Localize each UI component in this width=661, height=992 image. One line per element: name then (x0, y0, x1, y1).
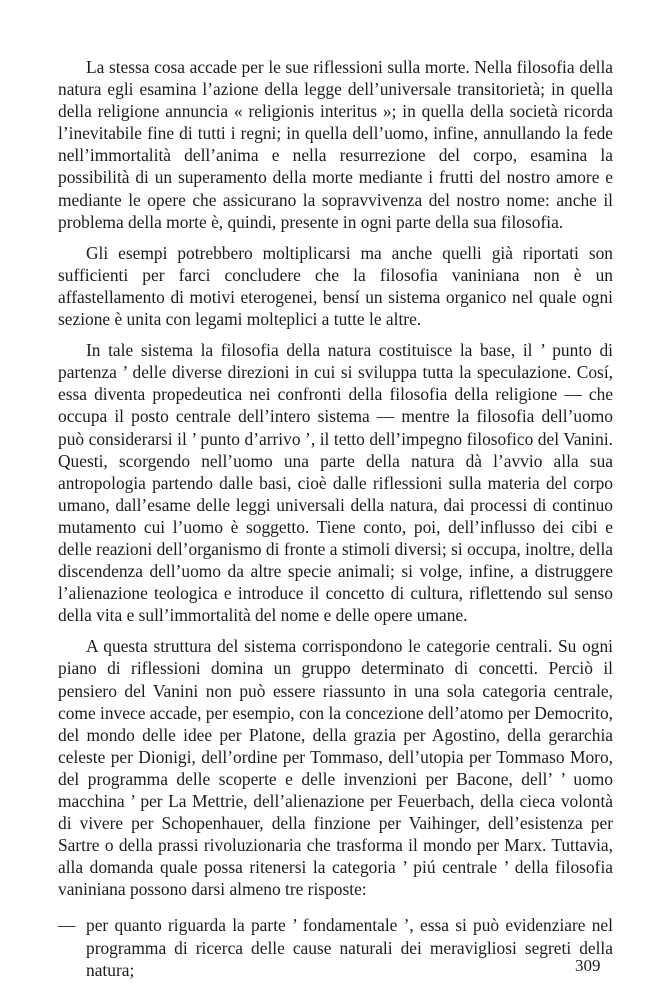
paragraph-sistema: In tale sistema la filosofia della natura costituisce la base, il ’ punto di partenza ’ delle diverse direzioni in cui si sviluppa tutta la speculazione. Cosí, essa diventa propedeutica nei confronti della filosofia della religione — che occupa il posto centrale dell’intero sistema — mentre la filosofia dell’uomo può considerarsi il ’ punto d’arrivo ’, il tetto dell’impegno filosofico del Vanini. Questi, scorgendo nell’uomo una parte della natura dà l’avvio alla sua antropologia partendo dalle basi, cioè dalle riflessioni sulla materia del corpo umano, dall’esame delle leggi universali della natura, dai processi di continuo mutamento cui l’uomo è soggetto. Tiene conto, poi, dell’influsso dei cibi e delle reazioni dell’organismo di fronte a stimoli diversi; si occupa, inoltre, della discendenza dell’uomo da altre specie animali; si volge, infine, a distruggere l’alienazione teologica e introduce il concetto di cultura, riflettendo sul senso della vita e sull’immortalità del nome e delle opere umane. (58, 340, 613, 626)
page-number: 309 (575, 956, 601, 975)
paragraph-categorie: A questa struttura del sistema corrispondono le categorie centrali. Su ogni piano di riflessioni domina un gruppo determinato di concetti. Perciò il pensiero del Vanini non può essere riassunto in una sola categoria centrale, come invece accade, per esempio, con la concezione dell’atomo per Democrito, del mondo delle idee per Platone, della grazia per Agostino, della gerarchia celeste per Dionigi, dell’ordine per Tommaso, dell’utopia per Tommaso Moro, del programma delle scoperte e delle invenzioni per Bacone, dell’ ’ uomo macchina ’ per La Mettrie, dell’alienazione per Feuerbach, della cieca volontà di vivere per Schopenhauer, della finzione per Vaihinger, dell’esistenza per Sartre o della prassi rivoluzionaria che trasforma il mondo per Marx. Tuttavia, alla domanda quale possa ritenersi la categoria ’ piú centrale ’ della filosofia vaniniana possono darsi almeno tre risposte: (58, 636, 613, 900)
body-text (58, 56, 613, 981)
list-dash: — (58, 915, 76, 936)
paragraph-esempi: Gli esempi potrebbero moltiplicarsi ma anche quelli già riportati son sufficienti per farci concludere che la filosofia vaniniana non è un affastellamento di motivi eterogenei, bensí un sistema organico nel quale ogni sezione è unita con legami molteplici a tutte le altre. (58, 242, 613, 330)
paragraph-morte: La stessa cosa accade per le sue riflessioni sulla morte. Nella filosofia della natura egli esamina l’azione della legge dell’universale transitorietà; in quella della religione annuncia « religionis interitus »; in quella della società ricorda l’inevitabile fine di tutti i regni; in quella dell’uomo, infine, annullando la fede nell’immortalità dell’anima e nella resurrezione del corpo, esamina la possibilità di un superamento della morte mediante i frutti del nostro amore e mediante le opere che assicurano la sopravvivenza del nostro nome: anche il problema della morte è, quindi, presente in ogni parte della sua filosofia. (58, 57, 613, 232)
list-item-text: per quanto riguarda la parte ’ fondamentale ’, essa si può evidenziare nel programma di ricerca delle cause naturali dei meravigliosi segreti della natura; (86, 915, 613, 980)
list-item (58, 914, 613, 980)
